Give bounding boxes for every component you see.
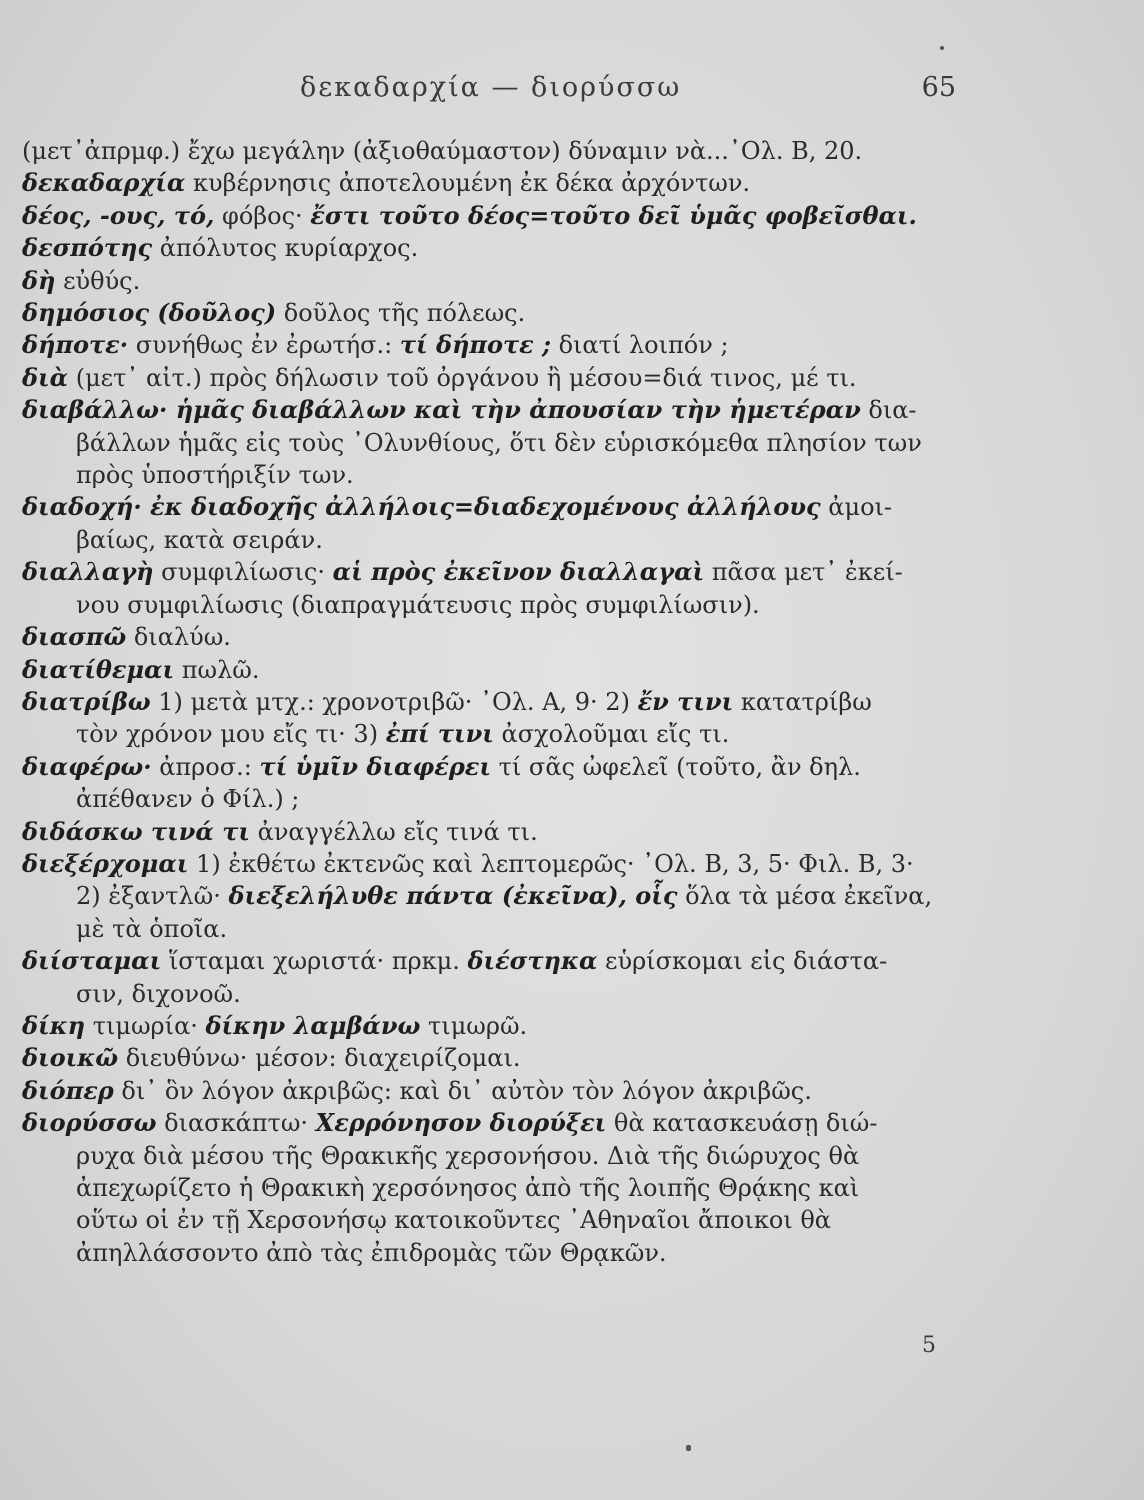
headword: διοικῶ bbox=[22, 1043, 119, 1073]
entry-first-line bbox=[22, 1075, 962, 1107]
headword: διεξελήλυθε πάντα (ἐκεῖνα), οἷς bbox=[228, 881, 678, 911]
headword: διαβάλλω· ἡμᾶς διαβάλλων καὶ τὴν ἀπουσίαν τὴν ἡμετέραν bbox=[22, 395, 861, 425]
definition-text: οὕτω οἱ ἐν τῇ Χερσονήσῳ κατοικοῦντες ᾽Αθηναῖοι ἄποικοι θὰ bbox=[76, 1206, 831, 1235]
entry-first-line bbox=[22, 1010, 962, 1042]
entry-first-line bbox=[22, 654, 962, 686]
entry-first-line bbox=[22, 265, 962, 297]
glossary-entry bbox=[22, 848, 962, 945]
definition-text: ρυχα διὰ μέσου τῆς Θρακικῆς χερσονήσου. Διὰ τῆς διώρυχος θὰ bbox=[76, 1141, 860, 1170]
headword: διαδοχή· ἐκ διαδοχῆς ἀλλήλοις=διαδεχομένους ἀλλήλους bbox=[22, 492, 821, 522]
entry-continuation-line bbox=[22, 1237, 962, 1269]
definition-text: κυβέρνησις ἀποτελουμένη ἐκ δέκα ἀρχόντων. bbox=[185, 169, 751, 198]
entry-continuation-line bbox=[22, 880, 962, 912]
glossary-entry bbox=[22, 945, 962, 1010]
headword: διέστηκα bbox=[467, 946, 598, 976]
headword: αἱ πρὸς ἐκεῖνον διαλλαγαὶ bbox=[332, 557, 705, 587]
definition-text: ἀπέθανεν ὁ Φίλ.) ; bbox=[76, 785, 300, 814]
glossary-entry bbox=[22, 297, 962, 329]
entry-continuation-line bbox=[22, 1204, 962, 1236]
entry-continuation-line bbox=[22, 1172, 962, 1204]
entry-continuation-line bbox=[22, 524, 962, 556]
headword: διαφέρω· bbox=[22, 751, 152, 781]
headword: τί δήποτε ; bbox=[399, 330, 551, 360]
glossary-entry bbox=[22, 621, 962, 653]
entry-continuation-line bbox=[22, 978, 962, 1010]
definition-text: ὅλα τὰ μέσα ἐκεῖνα, bbox=[677, 882, 933, 911]
definition-text: ἀπεχωρίζετο ἡ Θρακικὴ χερσόνησος ἀπὸ τῆς λοιπῆς Θρᾴκης καὶ bbox=[76, 1174, 860, 1202]
entry-continuation-line bbox=[22, 718, 962, 750]
dictionary-entries bbox=[22, 135, 962, 1269]
headword: διδάσκω τινά τι bbox=[22, 816, 250, 846]
speck bbox=[686, 1445, 691, 1451]
definition-text: διευθύνω· μέσον: διαχειρίζομαι. bbox=[118, 1044, 521, 1073]
entry-continuation-line bbox=[22, 459, 962, 491]
headword: διίσταμαι bbox=[22, 946, 162, 976]
glossary-entry bbox=[22, 1010, 962, 1042]
definition-text: ἵσταμαι χωριστά· πρκμ. bbox=[161, 947, 468, 976]
definition-text: κατατρίβω bbox=[733, 687, 872, 716]
definition-text: βαίως, κατὰ σειράν. bbox=[76, 525, 323, 554]
headword: διασπῶ bbox=[22, 622, 127, 652]
headword: διεξέρχομαι bbox=[22, 848, 189, 878]
entry-first-line bbox=[22, 297, 962, 329]
headword: τί ὑμῖν διαφέρει bbox=[259, 751, 491, 781]
headword: δεκαδαρχία bbox=[22, 168, 186, 198]
glossary-entry bbox=[22, 362, 962, 394]
glossary-entry bbox=[22, 394, 962, 491]
entry-first-line bbox=[22, 232, 962, 264]
definition-text: φόβος· bbox=[214, 201, 311, 230]
definition-text: 1) μετὰ μτχ.: χρονοτριβῶ· ᾽Ολ. Α, 9· 2) bbox=[150, 687, 638, 716]
headword: ἔστι τοῦτο δέος=τοῦτο δεῖ ὑμᾶς φοβεῖσθαι. bbox=[310, 200, 917, 230]
entry-continuation-line bbox=[22, 783, 962, 815]
entry-continuation-line bbox=[22, 913, 962, 945]
headword: διόπερ bbox=[22, 1075, 114, 1105]
glossary-entry bbox=[22, 200, 962, 232]
entry-first-line bbox=[22, 200, 962, 232]
entry-first-line bbox=[22, 686, 962, 718]
entry-first-line bbox=[22, 1042, 962, 1074]
entry-first-line bbox=[22, 362, 962, 394]
glossary-entry bbox=[22, 816, 962, 848]
entry-first-line bbox=[22, 167, 962, 199]
entry-first-line bbox=[22, 135, 962, 167]
definition-text: σιν, διχονοῶ. bbox=[76, 979, 241, 1008]
definition-text: ἀπροσ.: bbox=[151, 752, 260, 781]
definition-text: δι᾽ ὃν λόγον ἀκριβῶς: καὶ δι᾽ αὐτὸν τὸν λόγον ἀκριβῶς. bbox=[113, 1076, 812, 1105]
glossary-entry bbox=[22, 686, 962, 751]
definition-text: συνήθως ἐν ἐρωτήσ.: bbox=[128, 331, 400, 360]
entry-first-line bbox=[22, 848, 962, 880]
definition-text: 2) ἐξαντλῶ· bbox=[76, 882, 229, 911]
definition-text: βάλλων ἡμᾶς εἰς τοὺς ᾽Ολυνθίους, ὅτι δὲν εὑρισκόμεθα πλησίον των bbox=[76, 428, 922, 457]
glossary-entry bbox=[22, 1107, 962, 1269]
signature-number: 5 bbox=[922, 1333, 936, 1358]
entry-continuation-line bbox=[22, 589, 962, 621]
headword: ἐπί τινι bbox=[385, 719, 494, 749]
entry-continuation-line bbox=[22, 427, 962, 459]
headword: Χερρόνησον διορύξει bbox=[315, 1108, 607, 1138]
definition-text: ἀμοι- bbox=[820, 493, 893, 522]
entry-first-line bbox=[22, 816, 962, 848]
headword: διὰ bbox=[22, 362, 69, 392]
headword: ἔν τινι bbox=[637, 686, 734, 716]
definition-text: τί σᾶς ὠφελεῖ (τοῦτο, ἂν δηλ. bbox=[490, 752, 861, 781]
definition-text: διατί λοιπόν ; bbox=[550, 331, 729, 360]
definition-text: πωλῶ. bbox=[174, 655, 260, 684]
headword: δίκη bbox=[22, 1010, 86, 1040]
definition-text: 1) ἐκθέτω ἐκτενῶς καὶ λεπτομερῶς· ᾽Ολ. Β, 3, 5· Φιλ. Β, 3· bbox=[188, 849, 914, 878]
speck bbox=[940, 46, 944, 50]
definition-text: δοῦλος τῆς πόλεως. bbox=[276, 299, 526, 328]
headword: δέος, -ους, τό, bbox=[22, 200, 215, 230]
page-header bbox=[0, 72, 1144, 112]
headword: διορύσσω bbox=[22, 1108, 157, 1138]
headword: διατρίβω bbox=[22, 686, 151, 716]
definition-text: (μετ᾽ἀπρμφ.) ἔχω μεγάλην (ἀξιοθαύμαστον) δύναμιν νὰ...᾽Ολ. Β, 20. bbox=[22, 137, 863, 165]
definition-text: δια- bbox=[860, 396, 917, 425]
definition-text: διασκάπτω· bbox=[156, 1109, 316, 1138]
glossary-entry bbox=[22, 556, 962, 621]
definition-text: τιμωρῶ. bbox=[420, 1011, 528, 1040]
definition-text: εὑρίσκομαι εἰς διάστα- bbox=[597, 947, 888, 976]
definition-text: διαλύω. bbox=[126, 623, 231, 652]
headword: δήποτε· bbox=[22, 330, 129, 360]
page-number: 65 bbox=[921, 72, 956, 103]
glossary-entry bbox=[22, 265, 962, 297]
definition-text: θὰ κατασκευάσῃ διώ- bbox=[606, 1109, 878, 1138]
headword: διατίθεμαι bbox=[22, 654, 175, 684]
entry-first-line bbox=[22, 556, 962, 588]
entry-continuation-line bbox=[22, 1140, 962, 1172]
definition-text: τὸν χρόνον μου εἴς τι· 3) bbox=[76, 720, 386, 749]
entry-first-line bbox=[22, 394, 962, 426]
definition-text: συμφιλίωσις· bbox=[153, 558, 333, 587]
definition-text: ἀπηλλάσσοντο ἀπὸ τὰς ἐπιδρομὰς τῶν Θρᾳκῶν. bbox=[76, 1238, 667, 1267]
definition-text: μὲ τὰ ὁποῖα. bbox=[76, 914, 228, 943]
glossary-entry bbox=[22, 232, 962, 264]
entry-first-line bbox=[22, 945, 962, 977]
glossary-entry bbox=[22, 654, 962, 686]
definition-text: πᾶσα μετ᾽ ἐκεί- bbox=[704, 558, 903, 587]
headword: δημόσιος (δοῦλος) bbox=[22, 298, 277, 328]
entry-first-line bbox=[22, 621, 962, 653]
entry-first-line bbox=[22, 1107, 962, 1139]
definition-text: πρὸς ὑποστήριξίν των. bbox=[76, 461, 354, 490]
glossary-entry bbox=[22, 135, 962, 167]
glossary-entry bbox=[22, 491, 962, 556]
headword: διαλλαγὴ bbox=[22, 557, 154, 587]
headword: δὴ bbox=[22, 265, 56, 295]
entry-first-line bbox=[22, 329, 962, 361]
glossary-entry bbox=[22, 329, 962, 361]
headword: δίκην λαμβάνω bbox=[205, 1010, 421, 1040]
definition-text: (μετ᾽ αἰτ.) πρὸς δήλωσιν τοῦ ὀργάνου ἢ μέσου=διά τινος, μέ τι. bbox=[68, 363, 857, 392]
glossary-entry bbox=[22, 167, 962, 199]
entry-first-line bbox=[22, 491, 962, 523]
running-head: δεκαδαρχία — διορύσσω bbox=[300, 72, 682, 103]
definition-text: ἀπόλυτος κυρίαρχος. bbox=[152, 234, 419, 263]
definition-text: ἀσχολοῦμαι εἴς τι. bbox=[493, 720, 730, 749]
entry-first-line bbox=[22, 751, 962, 783]
definition-text: νου συμφιλίωσις (διαπραγμάτευσις πρὸς συμφιλίωσιν). bbox=[76, 590, 760, 619]
definition-text: τιμωρία· bbox=[85, 1011, 206, 1040]
headword: δεσπότης bbox=[22, 233, 153, 263]
glossary-entry bbox=[22, 1075, 962, 1107]
glossary-entry bbox=[22, 1042, 962, 1074]
glossary-entry bbox=[22, 751, 962, 816]
definition-text: εὐθύς. bbox=[55, 266, 141, 295]
definition-text: ἀναγγέλλω εἴς τινά τι. bbox=[250, 817, 538, 846]
